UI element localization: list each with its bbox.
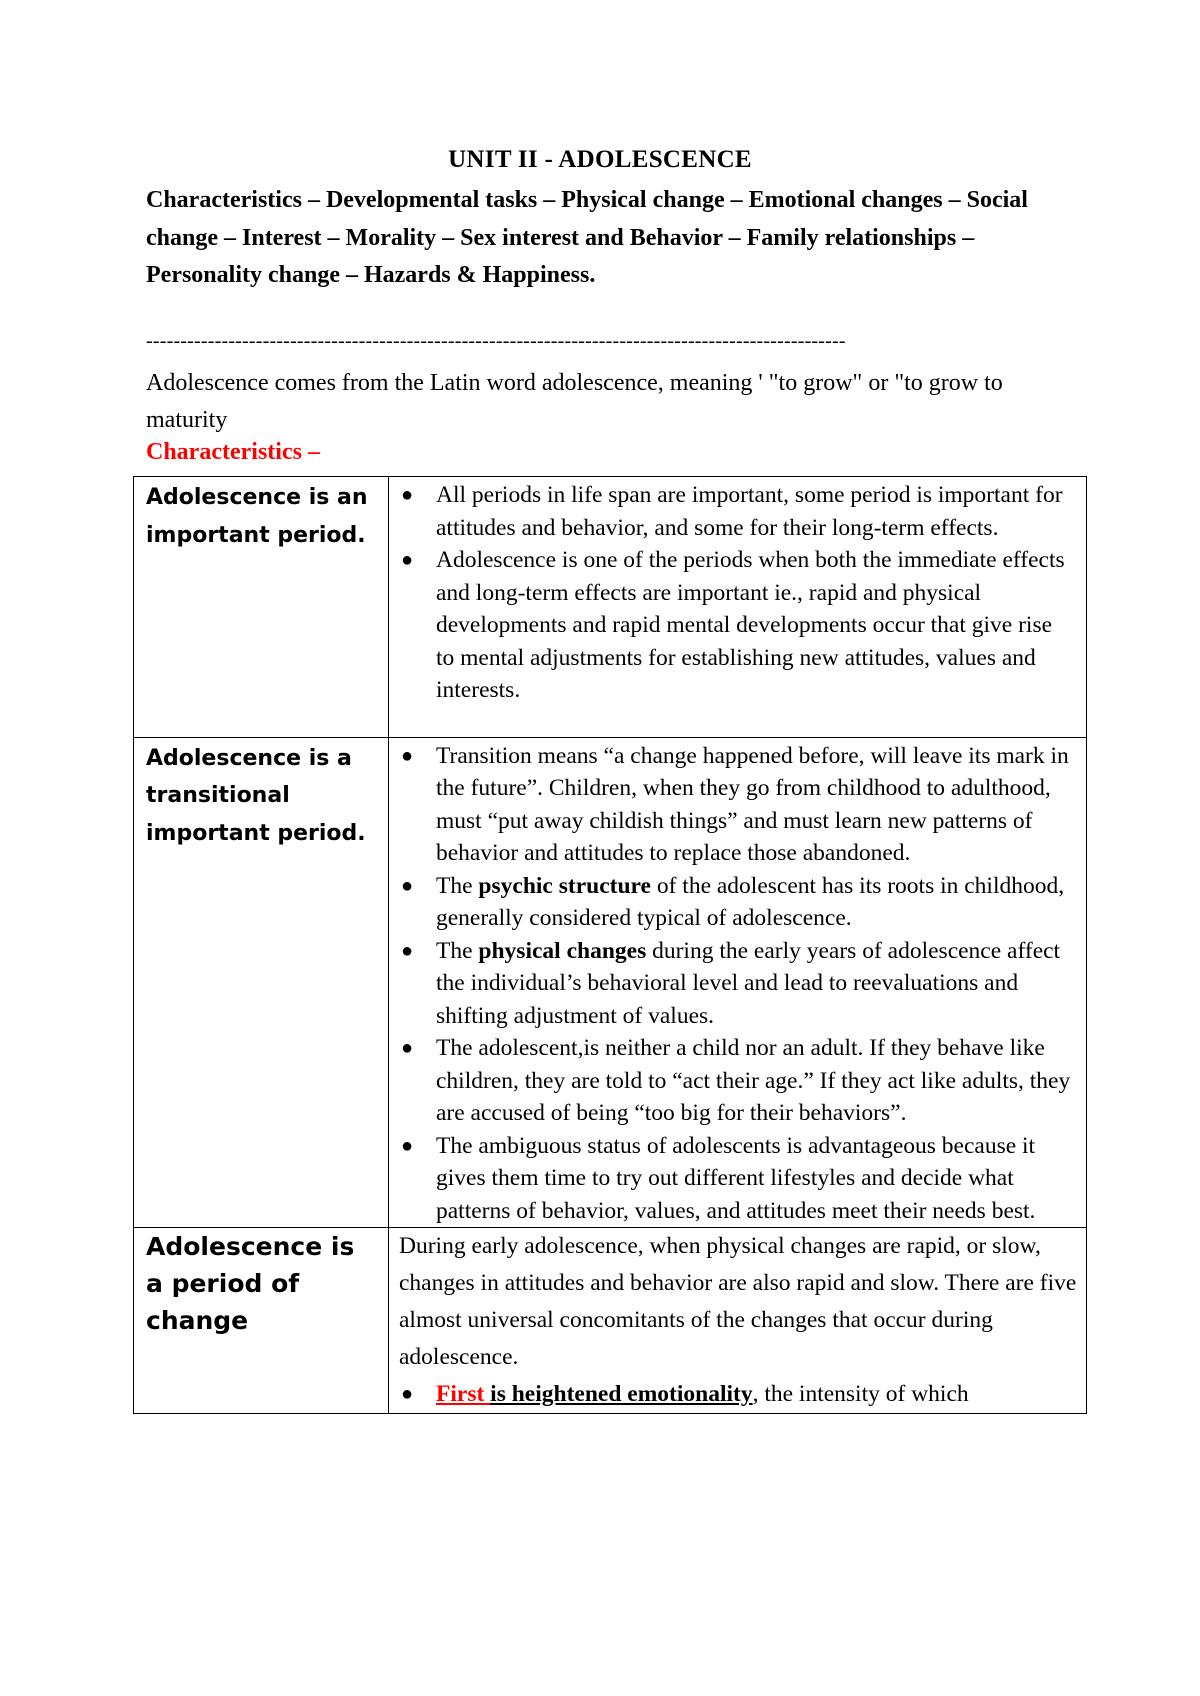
list-item	[389, 935, 1074, 1033]
list-item	[389, 479, 1074, 544]
bullet-list	[389, 1376, 1086, 1413]
bullet-icon: ●	[401, 484, 414, 506]
bullet-icon: ●	[401, 1383, 414, 1405]
bold-term: physical changes	[478, 937, 647, 964]
bullet-text: The ambiguous status of adolescents is advantageous because it gives them time to try out different lifestyles and decide what patterns of behavior, values, and attitudes meet their needs best.	[436, 1132, 1036, 1224]
bullet-list	[389, 738, 1086, 1228]
unit-topics: Characteristics – Developmental tasks – Physical change – Emotional changes – Social change – Interest – Morality – Sex interest and Behavior – Family relationships – Personality change – Hazards & Happiness.	[146, 187, 1028, 288]
list-item	[389, 1130, 1074, 1228]
row-label: Adolescence is a transitional important period.	[146, 745, 366, 846]
bullet-icon: ●	[401, 874, 414, 897]
bullet-list	[389, 477, 1086, 737]
list-item	[389, 1376, 1074, 1413]
emphasis-bold-underlined: is heightened emotionality	[490, 1381, 753, 1407]
document-title: UNIT II - ADOLESCENCE	[448, 146, 752, 173]
characteristics-table	[133, 476, 1087, 1414]
bold-term: psychic structure	[478, 872, 651, 899]
bullet-text: Transition means “a change happened before, will leave its mark in the future”. Children, when they go from childhood to adulthood, must “put away childish things” and must learn new patterns of behavior and attitudes to replace those abandoned.	[436, 742, 1069, 866]
list-item	[389, 870, 1074, 935]
list-item	[389, 544, 1074, 707]
row-label-cell	[134, 737, 389, 1228]
bullet-icon: ●	[401, 939, 414, 962]
bullet-text-post: during the early years of adolescence affect the individual’s behavioral level and lead to reevaluations and shifting adjustment of values.	[436, 937, 1061, 1029]
divider-line: ------------------------------------------------------------------------------------------------------	[146, 330, 846, 352]
table-row	[134, 477, 1087, 738]
bullet-icon: ●	[401, 1037, 414, 1059]
bullet-text: All periods in life span are important, some period is important for attitudes and behavior, and some for their long-term effects.	[436, 482, 1063, 541]
row-label: Adolescence is an important period.	[146, 485, 368, 548]
characteristics-heading: Characteristics –	[146, 439, 320, 465]
row-paragraph: During early adolescence, when physical changes are rapid, or slow, changes in attitudes and behavior are also rapid and slow. There are five almost universal concomitants of the changes that occur during adolescence.	[399, 1233, 1077, 1370]
bullet-text: Adolescence is one of the periods when both the immediate effects and long-term effects are important ie., rapid and physical developments and rapid mental developments occur that give rise to mental adjustments for establishing new attitudes, values and interests.	[436, 547, 1065, 703]
bullet-icon: ●	[401, 744, 414, 767]
table-row	[134, 1228, 1087, 1414]
bullet-text-post: of the adolescent has its roots in childhood, generally considered typical of adolescence.	[436, 872, 1065, 931]
emphasis-red: First	[436, 1381, 491, 1407]
row-label: Adolescence is a period of change	[146, 1232, 355, 1335]
bullet-text-post: , the intensity of which	[752, 1381, 969, 1407]
bullet-text: The adolescent,is neither a child nor an adult. If they behave like children, they are told to “act their age.” If they act like adults, they are accused of being “too big for their behaviors”.	[436, 1035, 1071, 1126]
bullet-icon: ●	[401, 549, 414, 571]
row-content-cell	[389, 737, 1087, 1228]
row-content-cell	[389, 477, 1087, 738]
bullet-text-pre: The	[436, 872, 479, 899]
row-content-cell	[389, 1228, 1087, 1414]
list-item	[389, 1032, 1074, 1130]
intro-paragraph: Adolescence comes from the Latin word adolescence, meaning ' "to grow" or "to grow to maturity	[146, 370, 1003, 433]
list-item	[389, 740, 1074, 870]
row-label-cell	[134, 1228, 389, 1414]
table-row	[134, 737, 1087, 1228]
bullet-text-pre: The	[436, 937, 479, 964]
row-label-cell	[134, 477, 389, 738]
bullet-icon: ●	[401, 1134, 414, 1157]
